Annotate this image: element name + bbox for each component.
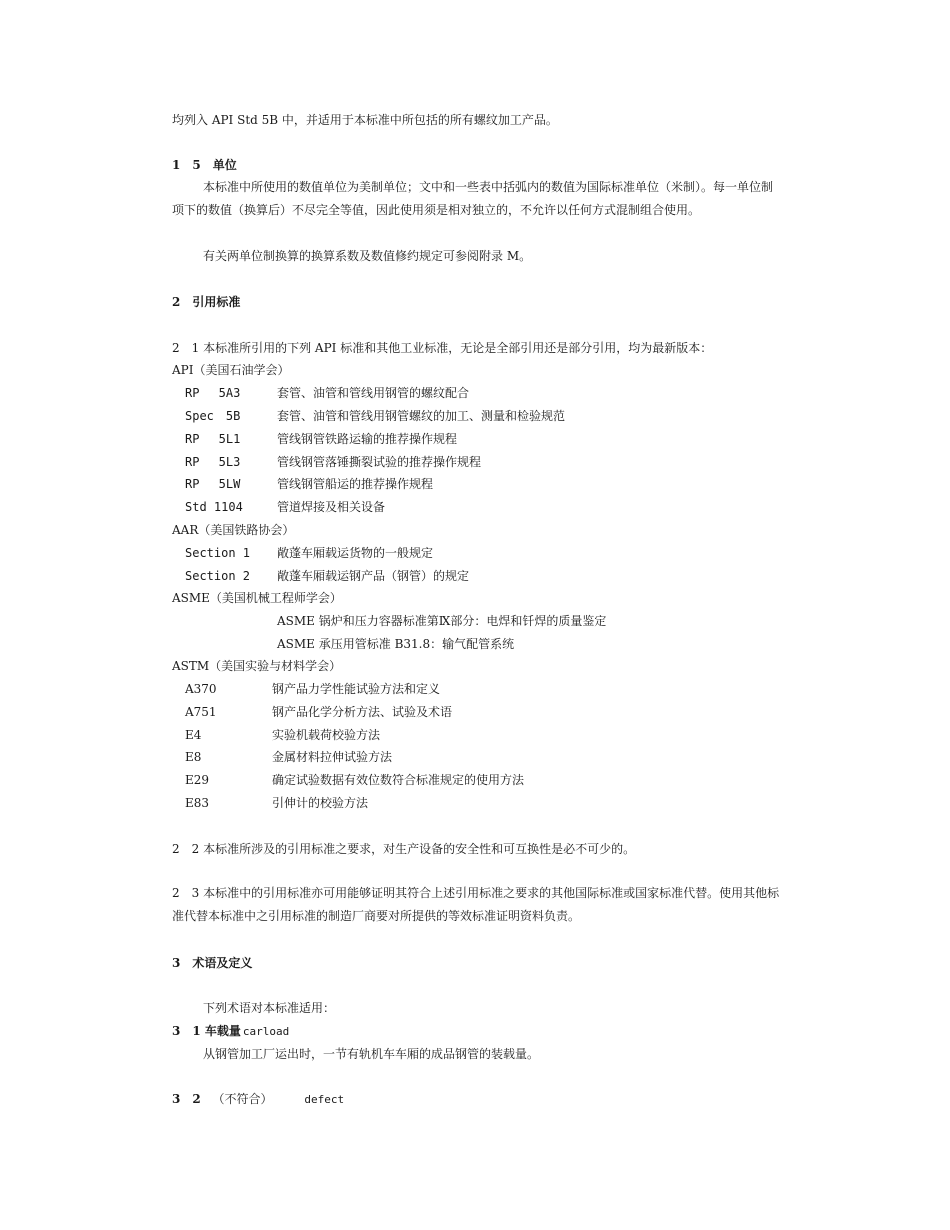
section-2-3-text: 2 3 本标准中的引用标准亦可用能够证明其符合上述引用标准之要求的其他国际标准或国家标准代替。使用其他标准代替本标准中之引用标准的制造厂商要对所提供的等效标准证明资料负责。 (172, 886, 780, 923)
reference-title: 管线钢管船运的推荐操作规程 (277, 477, 434, 491)
section-2-heading: 2 引用标准 (172, 295, 241, 309)
astm-org-heading: ASTM（美国实验与材料学会） (172, 659, 342, 673)
reference-title: 管道焊接及相关设备 (277, 500, 386, 514)
reference-title: 敞蓬车厢载运钢产品（钢管）的规定 (277, 569, 470, 583)
term-3-1-heading (172, 1023, 289, 1040)
term-number: 3 2 (172, 1092, 201, 1106)
asme-org-heading: ASME（美国机械工程师学会） (172, 591, 342, 605)
section-1-5-paragraph-1: 本标准中所使用的数值单位为美制单位；文中和一些表中括弧内的数值为国际标准单位（米制）。每一单位制项下的数值（换算后）不尽完全等值，因此使用须是相对独立的，不允许以任何方式混制组合使用。 (172, 180, 774, 217)
reference-code: A751 (185, 705, 217, 719)
reference-code: E4 (185, 728, 202, 742)
reference-code: Std 1104 (185, 500, 243, 514)
reference-title: 管线钢管落锤撕裂试验的推荐操作规程 (277, 455, 482, 469)
reference-title: ASME 承压用管标准 B31.8：输气配管系统 (277, 637, 515, 651)
term-english: defect (304, 1093, 345, 1106)
reference-code: E8 (185, 750, 202, 764)
reference-code: RP 5L1 (185, 432, 241, 446)
term-3-1-definition: 从钢管加工厂运出时，一节有轨机车车厢的成品钢管的装载量。 (203, 1047, 540, 1061)
reference-title: 套管、油管和管线用钢管螺纹的加工、测量和检验规范 (277, 409, 566, 423)
reference-code: RP 5L3 (185, 455, 241, 469)
term-name: （不符合） (212, 1092, 273, 1106)
section-1-5-paragraph-2: 有关两单位制换算的换算系数及数值修约规定可参阅附录 M。 (203, 249, 532, 263)
reference-code: RP 5LW (185, 477, 241, 491)
reference-code: Section 1 (185, 546, 251, 560)
term-name: 车载量 (204, 1024, 241, 1038)
section-1-5-heading: 1 5 单位 (172, 158, 237, 172)
reference-title: ASME 锅炉和压力容器标准第Ⅸ部分：电焊和钎焊的质量鉴定 (277, 614, 607, 628)
term-english: carload (242, 1025, 290, 1038)
aar-org-heading: AAR（美国铁路协会） (172, 523, 295, 537)
reference-title: 钢产品力学性能试验方法和定义 (272, 682, 441, 696)
reference-title: 确定试验数据有效位数符合标准规定的使用方法 (272, 773, 525, 787)
reference-title: 套管、油管和管线用钢管的螺纹配合 (277, 386, 470, 400)
continuation-line: 均列入 API Std 5B 中，并适用于本标准中所包括的所有螺纹加工产品。 (172, 113, 558, 127)
term-3-2-heading (172, 1091, 344, 1108)
term-number: 3 1 (172, 1024, 205, 1038)
reference-code: RP 5A3 (185, 386, 241, 400)
reference-title: 管线钢管铁路运输的推荐操作规程 (277, 432, 458, 446)
reference-code: E83 (185, 796, 210, 810)
section-3-intro: 下列术语对本标准适用： (203, 1001, 336, 1015)
reference-title: 金属材料拉伸试验方法 (272, 750, 393, 764)
section-2-1-text: 2 1 本标准所引用的下列 API 标准和其他工业标准，无论是全部引用还是部分引用，均为最新版本： (172, 341, 713, 355)
section-3-heading: 3 术语及定义 (172, 956, 253, 970)
section-2-2-text: 2 2 本标准所涉及的引用标准之要求，对生产设备的安全性和可互换性是必不可少的。 (172, 842, 636, 856)
reference-code: Section 2 (185, 569, 251, 583)
reference-title: 实验机载荷校验方法 (272, 728, 381, 742)
reference-code: E29 (185, 773, 210, 787)
reference-title: 钢产品化学分析方法、试验及术语 (272, 705, 453, 719)
reference-title: 引伸计的校验方法 (272, 796, 369, 810)
reference-title: 敞蓬车厢载运货物的一般规定 (277, 546, 434, 560)
reference-code: A370 (185, 682, 217, 696)
api-org-heading: API（美国石油学会） (172, 363, 290, 377)
reference-code: Spec 5B (185, 409, 241, 423)
